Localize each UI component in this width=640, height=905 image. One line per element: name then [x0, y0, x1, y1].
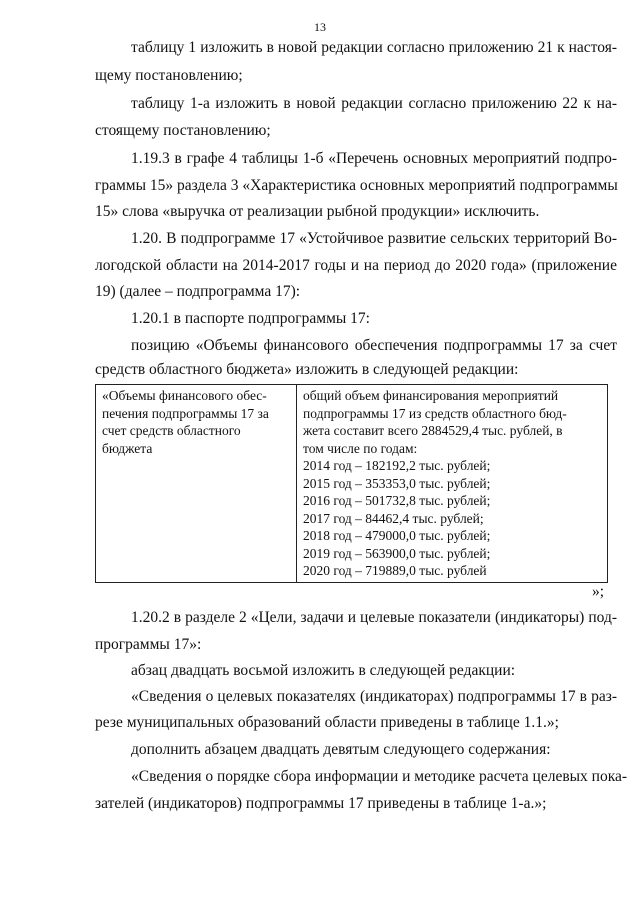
- cell-text: 2017 год – 84462,4 тыс. рублей;: [303, 510, 484, 526]
- cell-text: жета составит всего 2884529,4 тыс. рублей, в: [303, 423, 563, 438]
- cell-text: бюджета: [102, 440, 153, 456]
- text-line: абзац двадцать восьмой изложить в следующей редакции:: [131, 662, 516, 679]
- table-row: [96, 385, 608, 583]
- text-line: стоящему постановлению;: [95, 122, 271, 139]
- text-line: таблицу 1 изложить в новой редакции согласно приложению 21 к настоя-: [131, 39, 617, 56]
- text-line: программы 17»:: [95, 636, 202, 653]
- text-line: граммы 15» раздела 3 «Характеристика основных мероприятий подпрограммы: [95, 177, 618, 194]
- funding-table: [95, 384, 608, 583]
- cell-text: печения подпрограммы 17 за: [102, 405, 269, 421]
- cell-text: 2020 год – 719889,0 тыс. рублей: [303, 563, 487, 578]
- text-line: 19) (далее – подпрограмма 17):: [95, 283, 301, 300]
- cell-text: 2018 год – 479000,0 тыс. рублей;: [303, 528, 491, 543]
- text-line: 1.20. В подпрограмме 17 «Устойчивое развитие сельских территорий Во-: [131, 230, 617, 247]
- text-line: «Сведения о порядке сбора информации и методике расчета целевых пока-: [131, 768, 628, 785]
- text-line: таблицу 1-а изложить в новой редакции согласно приложению 22 к на-: [131, 95, 617, 112]
- text-line: дополнить абзацем двадцать девятым следующего содержания:: [131, 741, 551, 758]
- text-line: резе муниципальных образований области приведены в таблице 1.1.»;: [95, 714, 559, 731]
- text-line: средств областного бюджета» изложить в следующей редакции:: [95, 361, 519, 378]
- table-cell-label: [96, 385, 297, 583]
- cell-text: 2016 год – 501732,8 тыс. рублей;: [303, 493, 491, 508]
- closing-quote: »;: [592, 583, 605, 600]
- table-cell-value: [297, 385, 608, 583]
- text-line: 15» слова «выручка от реализации рыбной продукции» исключить.: [95, 203, 540, 220]
- text-line: 1.19.3 в графе 4 таблицы 1-б «Перечень основных мероприятий подпро-: [131, 150, 617, 167]
- text-line: логодской области на 2014-2017 годы и на период до 2020 года» (приложение: [95, 257, 617, 274]
- page-number: 13: [314, 20, 326, 34]
- cell-text: 2014 год – 182192,2 тыс. рублей;: [303, 458, 491, 473]
- cell-text: «Объемы финансового обес-: [102, 388, 267, 403]
- text-line: 1.20.2 в разделе 2 «Цели, задачи и целевые показатели (индикаторы) под-: [131, 609, 617, 626]
- cell-text: счет средств областного: [102, 423, 241, 438]
- text-line: «Сведения о целевых показателях (индикаторах) подпрограммы 17 в раз-: [131, 688, 617, 705]
- text-line: щему постановлению;: [95, 67, 243, 84]
- text-line: зателей (индикаторов) подпрограммы 17 приведены в таблице 1-а.»;: [95, 795, 547, 812]
- cell-text: 2019 год – 563900,0 тыс. рублей;: [303, 545, 491, 561]
- cell-text: общий объем финансирования мероприятий: [303, 388, 559, 403]
- cell-text: подпрограммы 17 из средств областного бюд-: [303, 405, 567, 421]
- text-line: 1.20.1 в паспорте подпрограммы 17:: [131, 310, 370, 327]
- cell-text: 2015 год – 353353,0 тыс. рублей;: [303, 475, 491, 491]
- text-line: позицию «Объемы финансового обеспечения подпрограммы 17 за счет: [131, 337, 617, 354]
- cell-text: том числе по годам:: [303, 440, 418, 456]
